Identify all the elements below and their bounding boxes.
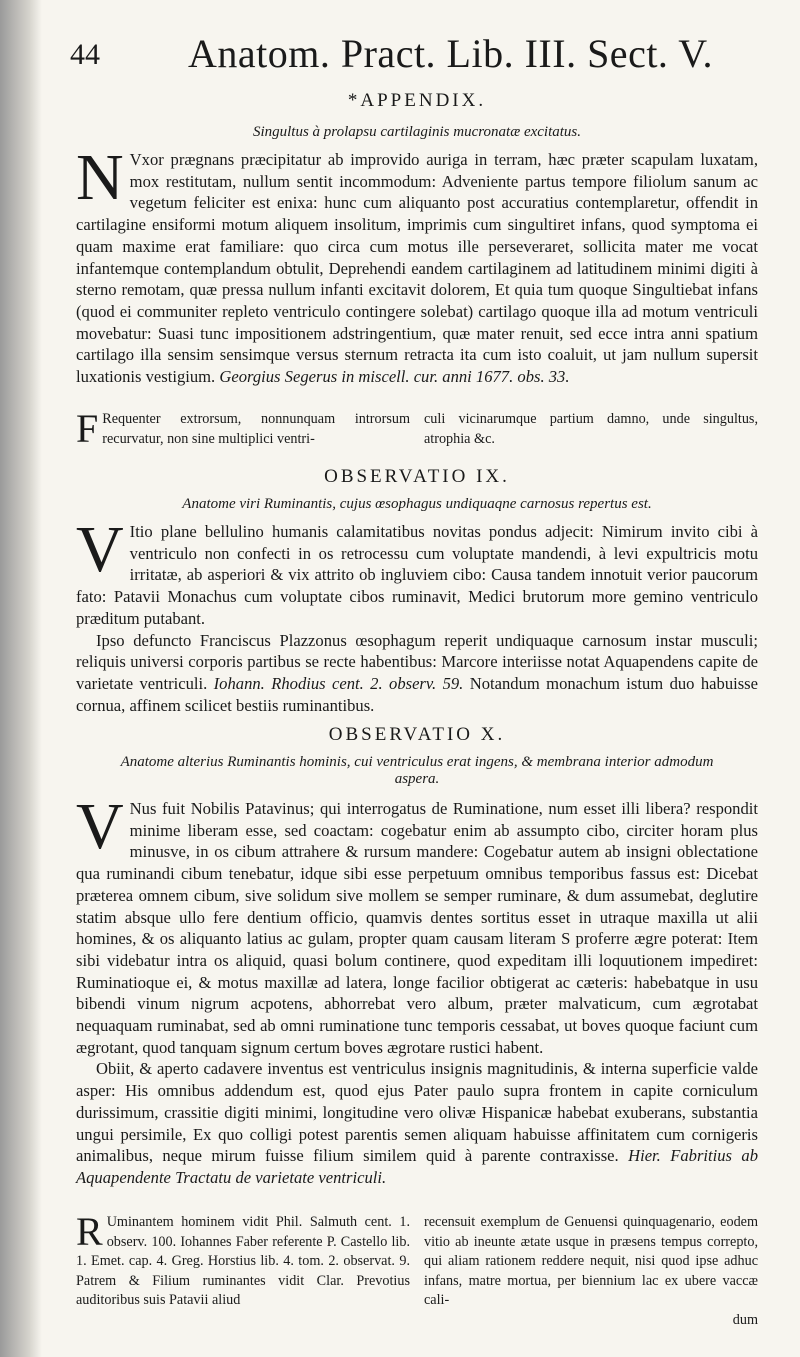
commentary-2-columns [76,1209,758,1330]
observatio-ix-heading: OBSERVATIO IX. [324,466,510,487]
appendix-text: Vxor prægnans præcipitatur ab improvido auriga in terram, hæc præter scapulam luxatam, mox restitutam, nullum sentit incommodum: Adveniente partus tempore filiolum sanum ac vegetum feliciter est enixa: hunc cum aliquanto post accuratius contemplaretur, offendit in cartilagine ensiformi motum aliquem insolitum, imprimis cum singultiret infans, quod symptoma ei quam maxime erat familiare: quo circa cum motus ille perseveraret, sollicita mater me vocat infantemque contemplandum obtulit, Deprehendi eandem cartilaginem ad latitudinem minimi digiti à sterno remotam, quæ pressa nullum infanti excitavit dolorem, Et quia tum quoque Singultiebat infans (quod ei communiter repleto ventriculo contingere solebat) cartilago quoque illa ad motum ventriculi movebatur: Suasi tunc impositionem adstringentium, quæ mater renuit, sed ecce intra anni spatium cartilago illa sensim sensimque versus sternum retracta ita cum isto coaluit, ut jam nullum supersit luxationis vestigium. [76,150,758,387]
running-title: Anatom. Pract. Lib. III. Sect. V. [188,31,713,76]
observatio-x [76,724,758,1189]
observatio-ix-paragraph-2 [76,630,758,717]
commentary-1-col-2-text: culi vicinarumque partium damno, unde singultus, atrophia &c. [424,411,758,447]
observatio-ix-citation: Iohann. Rhodius cent. 2. observ. 59. [213,673,464,693]
page-gutter-shadow [0,0,42,1357]
commentary-1-columns [76,406,758,451]
observatio-x-subtitle: Anatome alterius Ruminantis hominis, cui ventriculus erat ingens, & membrana interior admodum aspera. [120,754,714,787]
page-number: 44 [70,38,100,71]
dropcap-n: N [76,141,124,214]
appendix-subtitle: Singultus à prolapsu cartilaginis mucronatæ excitatus. [252,124,582,140]
commentary-2-col-2 [424,1213,758,1330]
dropcap-v: V [76,513,124,586]
commentary-2-col-1-text: Uminantem hominem vidit Phil. Salmuth cent. 1. observ. 100. Iohannes Faber referente P. Castello lib. 1. Emet. cap. 4. Greg. Horstius lib. 4. tom. 2. observat. 9. Patrem & Filium ruminantes vidit Clar. Prevotius auditoribus suis Patavii aliud [76,1214,410,1308]
appendix-paragraph [76,141,758,388]
commentary-2-col-1 [76,1209,410,1330]
observatio-ix-text-3: Notandum monachum istum duo habuisse cornua, affinem scilicet bestiis ruminantibus. [76,673,759,715]
catchword: dum [732,1311,758,1328]
page-header [70,30,760,80]
observatio-ix [76,466,758,716]
dropcap-r: R [76,1209,103,1254]
commentary-1-col-2 [424,410,758,449]
observatio-ix-paragraph-1 [76,513,758,630]
dropcap-f: F [76,406,99,451]
observatio-x-text-2: Obiit, & aperto cadavere inventus est ventriculus insignis magnitudinis, & interna superficie valde asper: His omnibus addendum est, quod ejus Pater paulo supra frontem in capite corniculum durissimum, crassitie digiti minimi, longitudine vero olivæ Hispanicæ habebat exuberans, substantia ungui persimile, Ex quo colligi potest parentis semen aliquam habuisse affinitatem cum cornigeris animalibus, neque mirum fuisse filium similem quid à parente contraxisse. [76,1059,758,1166]
appendix-section [76,90,758,388]
commentary-1-col-1-text: Requenter extrorsum, nonnunquam introrsum recurvatur, non sine multiplici ventri- [102,411,410,447]
observatio-x-heading: OBSERVATIO X. [328,724,506,745]
commentary-1-col-1 [76,406,410,451]
commentary-2 [76,1209,758,1330]
observatio-ix-subtitle: Anatome viri Ruminantis, cujus œsophagus undiquaqne carnosus repertus est. [182,496,652,512]
observatio-x-paragraph-2 [76,1058,758,1188]
observatio-x-text-1: Nus fuit Nobilis Patavinus; qui interrogatus de Ruminatione, num esset illi libera? respondit minime liberam esse, sed coactam: cogebatur enim ab assumpto cibo, circiter horam plus minusve, in os cibum attrahere & rursum mandere: Cogebatur autem ab insigni oblectatione qua ruminandi cibum tenebatur, idque sibi esse perpetuum omnibus temporibus fassus est: Dicebat præterea omnem cibum, sive solidum sive mollem se semper ruminare, & dum assumebat, deglutire statim absque ullo fere dentium officio, quamvis dentes sortitus esset in utraque maxilla ut alii homines, & os aliquanto latius ac gulam, propter quam causam literam S proferre ægre poterat: Item sibi videbatur intra os aliquid, quasi bolum continere, quod expeditam illi loquutionem impediret: Ruminatioque ei, & motus maxillæ ad latera, longe facilior obtigerat ac cæteris: habebatque in usu bibendi vinum nigrum acpotens, abhorrebat vero album, præter malvaticum, cum ægrotabat nequaquam ruminabat, sed ab omni ruminatione tunc temporis cessabat, ut boves quoque faciunt cum ægrotant, quod tanquam signum certum boves ægrotare rustici habent. [76,799,758,1057]
observatio-x-citation: Hier. Fabritius ab Aquapendente Tractatu de varietate ventriculi. [76,1146,758,1187]
commentary-1 [76,406,758,451]
dropcap-v-2: V [76,790,124,863]
observatio-ix-text-2: Ipso defuncto Franciscus Plazzonus œsophagum reperit undiquaque carnosum instar musculi; reliquis universi corporis partibus se recte habentibus: Marcore interiisse notat Aquapendens capite de varietate ventriculi. [76,630,758,693]
observatio-x-paragraph-1 [76,790,758,1058]
appendix-citation: Georgius Segerus in miscell. cur. anni 1677. obs. 33. [219,367,570,387]
commentary-2-col-2-text: recensuit exemplum de Genuensi quinquagenario, eodem vitio ab ineunte ætate usque in præsens tempus correpto, qui aliam rationem reddere nequit, nisi quod ipse adhuc infans, matre mortua, per biennium lac ex ubere vaccæ cali- [424,1214,758,1308]
appendix-heading: *APPENDIX. [347,90,487,111]
observatio-ix-text-1: Itio plane bellulino humanis calamitatibus novitas pondus adjecit: Nimirum invito cibi à ventriculo non confecti in os retrocessu cum voluptate mandendi, à levi expultricis motu irritatæ, ab asperiori & vix attrito ob ingluviem cibo: Causa tandem innotuit verior paucorum fato: Patavii Monachus cum voluptate cibos ruminavit, Medici brutorum more gemino ventriculo præditum putabant. [76,522,758,628]
